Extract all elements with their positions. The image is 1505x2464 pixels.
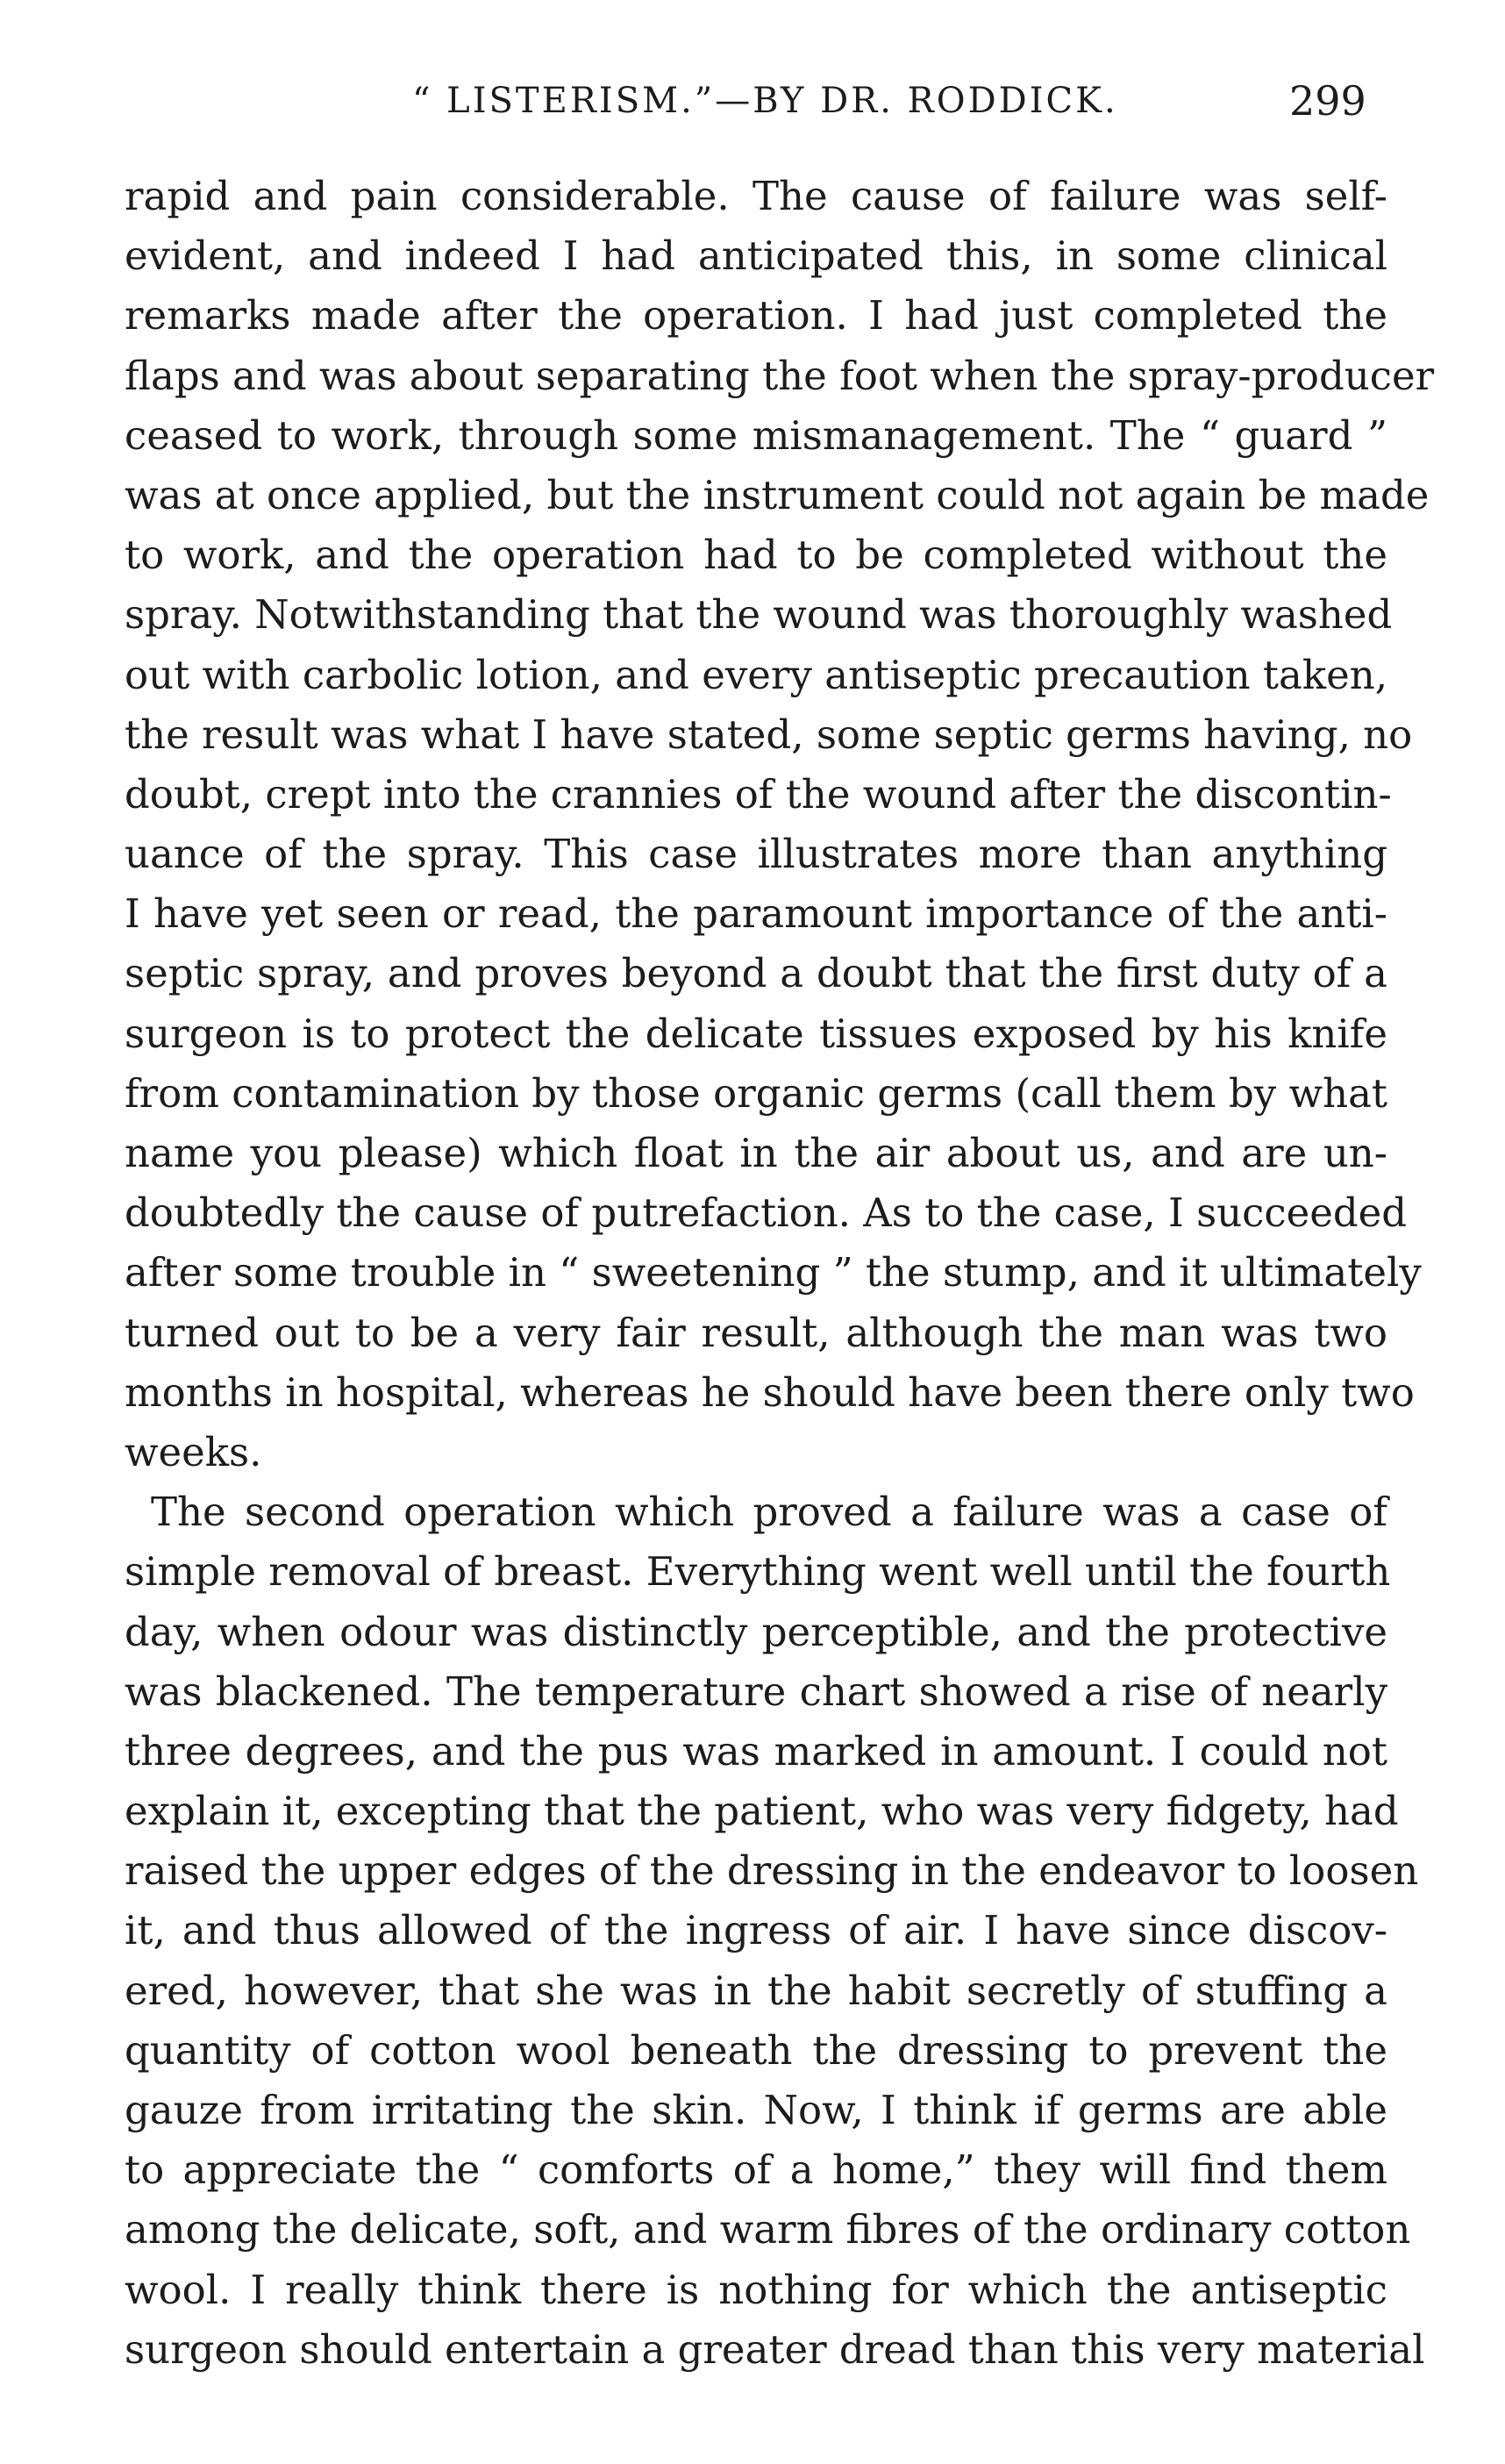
text-line: simple removal of breast. Everything went well until the fourth xyxy=(125,1548,1391,1596)
paragraph-end-line: weeks. xyxy=(125,1428,262,1475)
text-line: it, and thus allowed of the ingress of air. I have since discov- xyxy=(125,1907,1387,1954)
text-line: months in hospital, whereas he should have been there only two xyxy=(125,1368,1415,1416)
text-line: surgeon should entertain a greater dread than this very material xyxy=(125,2325,1425,2373)
text-line: among the delicate, soft, and warm fibres of the ordinary cotton xyxy=(125,2206,1411,2253)
text-line: was blackened. The temperature chart showed a rise of nearly xyxy=(125,1668,1387,1715)
text-line: I have yet seen or read, the paramount importance of the anti- xyxy=(125,890,1387,938)
text-line: quantity of cotton wool beneath the dressing to prevent the xyxy=(125,2026,1387,2074)
paragraph-start-line: The second operation which proved a failure was a case of xyxy=(151,1489,1387,1536)
text-line: flaps and was about separating the foot when the spray-producer xyxy=(125,352,1435,399)
text-line: the result was what I have stated, some septic germs having, no xyxy=(125,711,1413,758)
text-line: out with carbolic lotion, and every antiseptic precaution taken, xyxy=(125,651,1387,698)
text-line: ceased to work, through some mismanagement. The “ guard ” xyxy=(125,411,1387,459)
text-line: surgeon is to protect the delicate tissues exposed by his knife xyxy=(125,1010,1387,1057)
text-line: doubt, crept into the crannies of the wound after the discontin- xyxy=(125,770,1392,818)
text-line: ered, however, that she was in the habit secretly of stuffing a xyxy=(125,1967,1387,2014)
text-line: wool. I really think there is nothing for which the antiseptic xyxy=(125,2266,1387,2313)
text-line: evident, and indeed I had anticipated this, in some clinical xyxy=(125,232,1387,280)
text-line: explain it, excepting that the patient, who was very fidgety, had xyxy=(125,1788,1399,1835)
running-title: “ LISTERISM.”—BY DR. RODDICK. xyxy=(412,81,1118,121)
text-line: from contamination by those organic germs (call them by what xyxy=(125,1069,1387,1117)
running-head xyxy=(0,77,1505,133)
page-number: 299 xyxy=(1289,77,1366,125)
text-line: after some trouble in “ sweetening ” the stump, and it ultimately xyxy=(125,1249,1422,1296)
text-line: raised the upper edges of the dressing in the endeavor to loosen xyxy=(125,1847,1419,1895)
text-line: septic spray, and proves beyond a doubt that the first duty of a xyxy=(125,950,1387,997)
text-line: spray. Notwithstanding that the wound was thoroughly washed xyxy=(125,591,1393,639)
text-line: was at once applied, but the instrument could not again be made xyxy=(125,471,1430,518)
text-line: day, when odour was distinctly perceptible, and the protective xyxy=(125,1608,1387,1655)
text-line: to appreciate the “ comforts of a home,” they will find them xyxy=(125,2146,1387,2194)
text-line: turned out to be a very fair result, although the man was two xyxy=(125,1309,1387,1356)
text-line: name you please) which float in the air about us, and are un- xyxy=(125,1130,1387,1176)
text-line: remarks made after the operation. I had just completed the xyxy=(125,292,1387,339)
text-line: to work, and the operation had to be completed without the xyxy=(125,532,1387,579)
text-line: gauze from irritating the skin. Now, I think if germs are able xyxy=(125,2087,1387,2133)
body-text xyxy=(125,167,1435,2380)
text-line: doubtedly the cause of putrefaction. As to the case, I succeeded xyxy=(125,1189,1408,1237)
text-line: rapid and pain considerable. The cause of failure was self- xyxy=(125,173,1387,219)
text-line: three degrees, and the pus was marked in amount. I could not xyxy=(125,1727,1387,1775)
text-line: uance of the spray. This case illustrates more than anything xyxy=(125,831,1387,878)
